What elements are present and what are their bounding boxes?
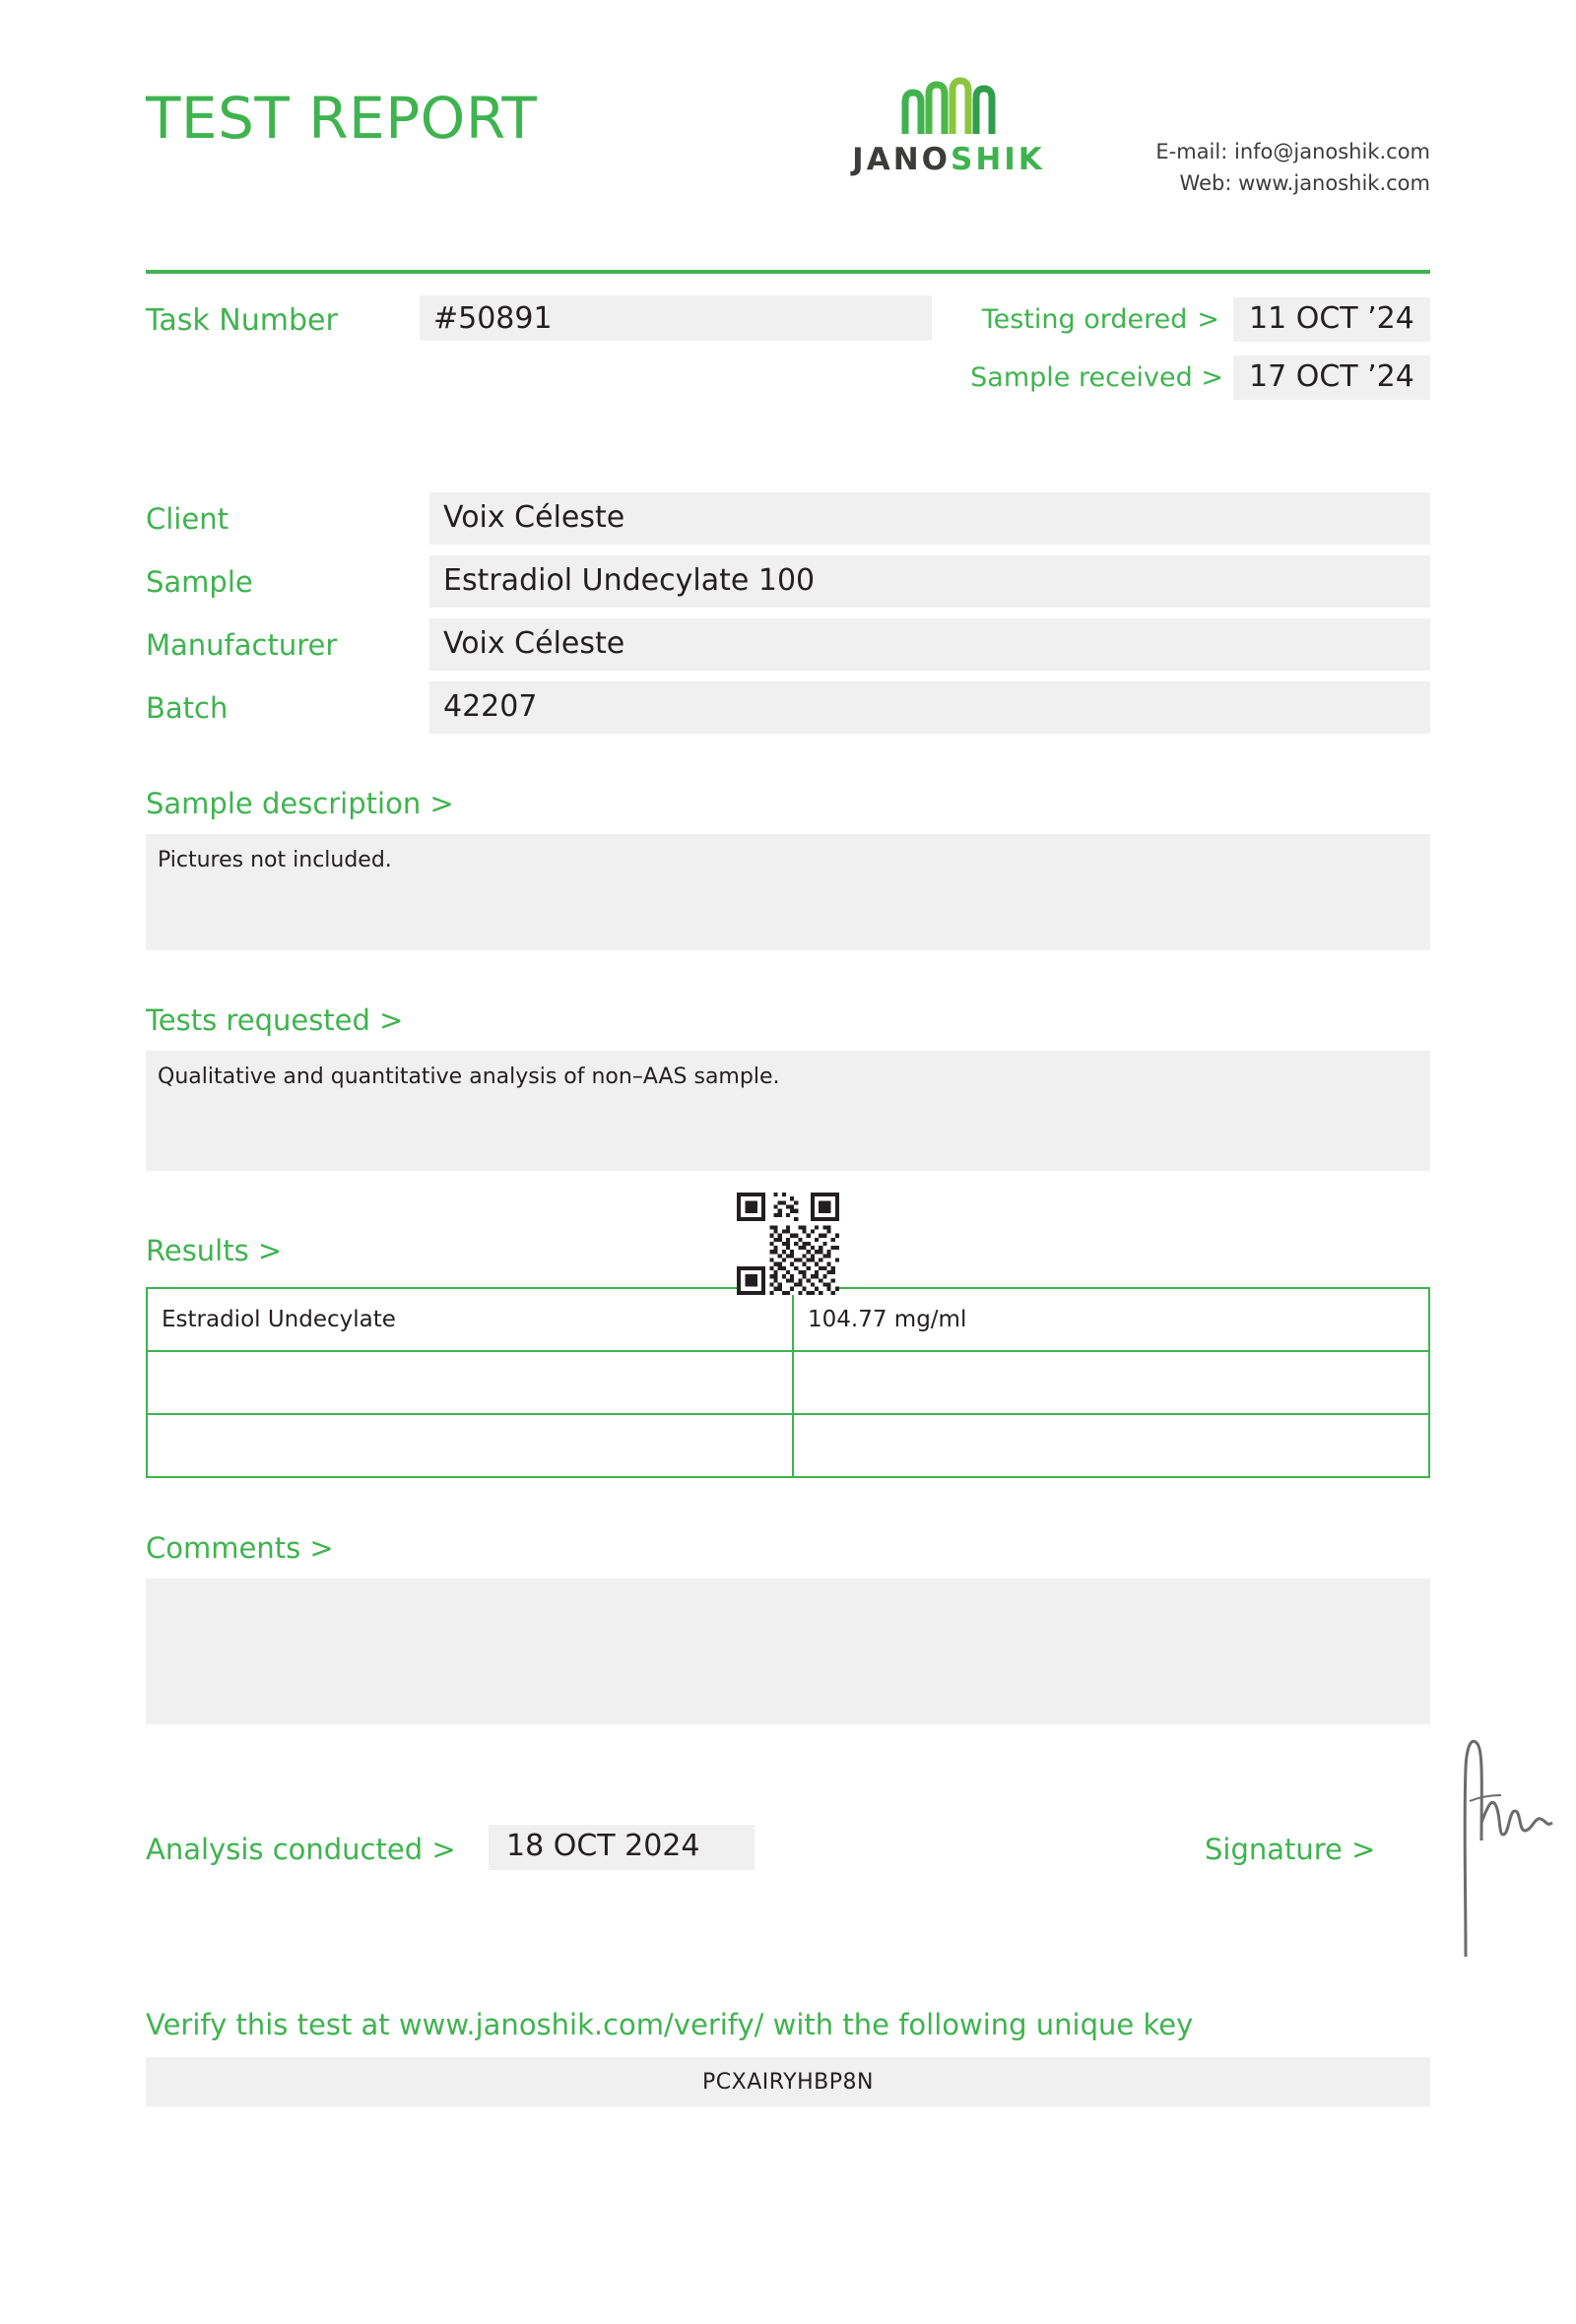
manufacturer-value: Voix Céleste	[429, 618, 1430, 671]
page-title: TEST REPORT	[146, 85, 538, 152]
info-row-sample	[146, 555, 1430, 608]
analysis-conducted-date: 18 OCT 2024	[489, 1825, 755, 1870]
sample-description-title: Sample description >	[146, 787, 454, 820]
testing-ordered-row	[970, 297, 1430, 342]
client-label: Client	[146, 501, 229, 536]
testing-ordered-label: Testing ordered	[981, 304, 1188, 335]
contact-email: E-mail: info@janoshik.com	[1155, 140, 1430, 163]
testing-ordered-arrow: >	[1197, 304, 1219, 335]
result-amount	[793, 1414, 1429, 1477]
contact-info	[1155, 136, 1430, 199]
table-row	[147, 1351, 1429, 1414]
results-table	[146, 1287, 1430, 1478]
result-compound: Estradiol Undecylate	[147, 1288, 793, 1351]
table-row	[147, 1288, 1429, 1351]
report-header	[146, 0, 1430, 195]
unique-key-box: PCXAIRYHBP8N	[146, 2057, 1430, 2106]
table-row	[147, 1414, 1429, 1477]
sample-received-value: 17 OCT ’24	[1233, 355, 1430, 400]
logo-mark-icon	[889, 77, 1008, 138]
signature-row	[146, 1772, 1430, 1998]
client-value: Voix Céleste	[429, 492, 1430, 545]
manufacturer-label: Manufacturer	[146, 627, 338, 662]
result-amount: 104.77 mg/ml	[793, 1288, 1429, 1351]
info-row-manufacturer	[146, 618, 1430, 671]
result-compound	[147, 1414, 793, 1477]
signature-label: Signature >	[1205, 1833, 1376, 1866]
result-amount	[793, 1351, 1429, 1414]
results-title: Results >	[146, 1234, 283, 1267]
info-row-batch	[146, 681, 1430, 734]
tests-requested-box: Qualitative and quantitative analysis of non–AAS sample.	[146, 1051, 1430, 1171]
analysis-conducted-label: Analysis conducted >	[146, 1833, 456, 1866]
sample-description-box: Pictures not included.	[146, 834, 1430, 950]
logo-text-dark: JANO	[852, 142, 951, 177]
contact-web: Web: www.janoshik.com	[1179, 171, 1430, 195]
comments-box	[146, 1579, 1430, 1724]
logo-text-green: SHIK	[951, 142, 1045, 177]
sample-received-label: Sample received >	[970, 362, 1223, 393]
sample-label: Sample	[146, 564, 253, 599]
sample-received-row	[970, 355, 1430, 400]
testing-ordered-value: 11 OCT ’24	[1233, 297, 1430, 342]
verify-text: Verify this test at www.janoshik.com/verify/ with the following unique key	[146, 2008, 1194, 2041]
batch-label: Batch	[146, 690, 229, 725]
logo-wordmark	[835, 142, 1062, 177]
batch-value: 42207	[429, 681, 1430, 734]
comments-title: Comments >	[146, 1531, 334, 1565]
header-divider	[146, 270, 1430, 274]
task-number-value: #50891	[420, 295, 932, 341]
task-row	[146, 299, 1430, 408]
janoshik-logo	[835, 77, 1062, 177]
qr-code-icon	[737, 1193, 839, 1295]
sample-info-block	[146, 492, 1430, 734]
signature-mark	[1436, 1732, 1564, 1959]
task-number-label: Task Number	[146, 303, 338, 338]
info-row-client	[146, 492, 1430, 545]
date-block	[970, 297, 1430, 414]
sample-value: Estradiol Undecylate 100	[429, 555, 1430, 608]
tests-requested-title: Tests requested >	[146, 1003, 404, 1037]
result-compound	[147, 1351, 793, 1414]
results-header	[146, 1224, 1430, 1287]
